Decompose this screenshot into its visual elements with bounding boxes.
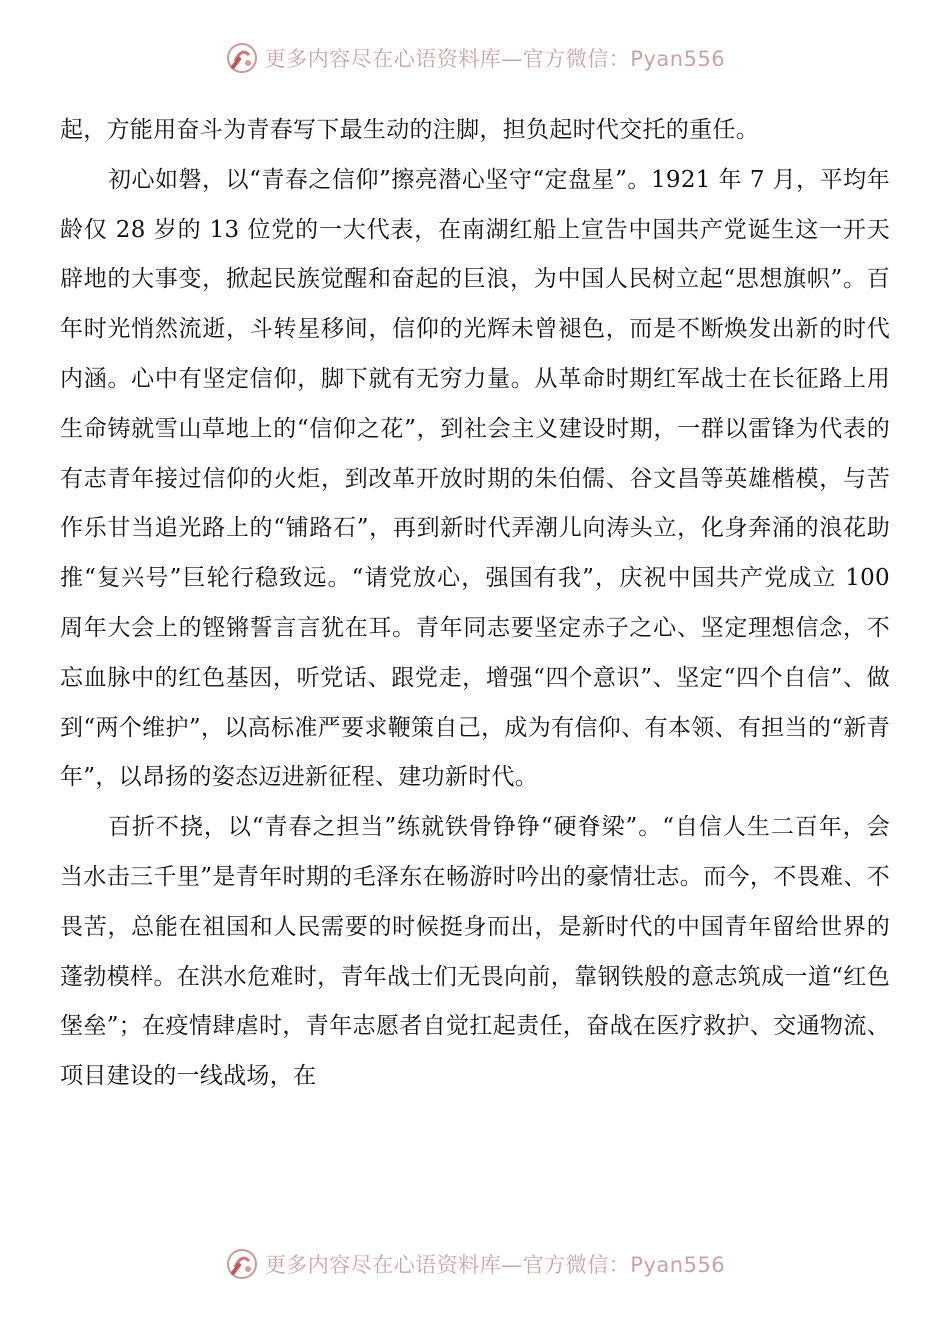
logo-icon xyxy=(225,41,259,75)
paragraph-responsibility: 百折不挠，以“青春之担当”练就铁骨铮铮“硬脊梁”。“自信人生二百年，会当水击三千里”是青年时期的毛泽东在畅游时吟出的豪情壮志。而今，不畏难、不畏苦，总能在祖国和人民需要的时候挺身而出，是新时代的中国青年留给世界的蓬勃模样。在洪水危难时，青年战士们无畏向前，靠钢铁般的意志筑成一道“红色堡垒”；在疫情肆虐时，青年志愿者自觉扛起责任，奋战在医疗救护、交通物流、项目建设的一线战场，在 xyxy=(60,814,890,1090)
watermark-text: 更多内容尽在心语资料库—官方微信：Pyan556 xyxy=(264,1253,726,1277)
watermark-header xyxy=(0,38,950,78)
watermark-footer xyxy=(0,1244,950,1284)
paragraph-continuation: 起，方能用奋斗为青春写下最生动的注脚，担负起时代交托的重任。 xyxy=(60,117,759,143)
logo-icon xyxy=(225,1247,259,1281)
paragraph-faith: 初心如磐，以“青春之信仰”擦亮潜心坚守“定盘星”。1921 年 7 月，平均年龄仅 28 岁的 13 位党的一大代表，在南湖红船上宣告中国共产党诞生这一开天辟地的大事变，掀起民族觉醒和奋起的巨浪，为中国人民树立起“思想旗帜”。百年时光悄然流逝，斗转星移间，信仰的光辉未曾褪色，而是不断焕发出新的时代内涵。心中有坚定信仰，脚下就有无穷力量。从革命时期红军战士在长征路上用生命铸就雪山草地上的“信仰之花”，到社会主义建设时期，一群以雷锋为代表的有志青年接过信仰的火炬，到改革开放时期的朱伯儒、谷文昌等英雄楷模，与苦作乐甘当追光路上的“铺路石”，再到新时代弄潮儿向涛头立，化身奔涌的浪花助推“复兴号”巨轮行稳致远。“请党放心，强国有我”，庆祝中国共产党成立 100 周年大会上的铿锵誓言言犹在耳。青年同志要坚定赤子之心、坚定理想信念，不忘血脉中的红色基因，听党话、跟党走，增强“四个意识”、坚定“四个自信”、做到“两个维护”，以高标准严要求鞭策自己，成为有信仰、有本领、有担当的“新青年”，以昂扬的姿态迈进新征程、建功新时代。 xyxy=(60,166,890,791)
watermark-text: 更多内容尽在心语资料库—官方微信：Pyan556 xyxy=(264,47,726,71)
document-body xyxy=(60,106,890,1102)
